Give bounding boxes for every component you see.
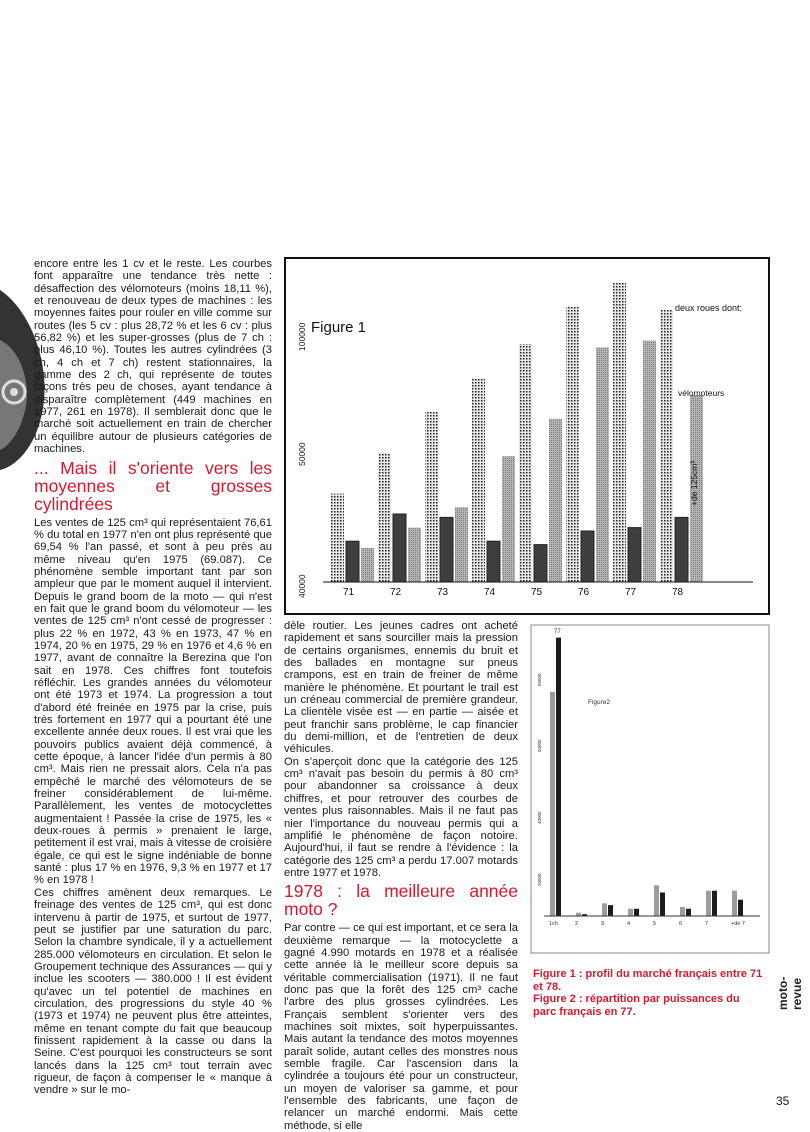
paragraph-1: Les ventes de 125 cm³ qui représentaient 76,61 % du total en 1977 n'en ont plus représenté que 69,54 % l'an passé, et sont à peu près au même niveau qu'en 1975 (69.087). Ce phénomène semble important tant par son ampleur que par le moment auquel il intervient. Depuis le grand boom de la moto — qui n'est en fait que le grand boom du vélomoteur — les ventes de 125 cm³ n'ont cessé de progresser : plus 22 % en 1972, 43 % en 1973, 47 % en 1974, 20 % en 1975, 29 % en 1976 et 4,6 % en 1977, avant de connaître la Berezina que l'on sait en 1978. Ces chiffres font toutefois réfléchir. Les grandes années du vélomoteur ont été 1973 et 1974. La progression a tout d'abord été freinée en 1975 par la crise, puis très fortement en 1977 qui a pourtant été une excellente année deux roues. Il est vrai que les pouvoirs publics avaient déjà commencé, à cette époque, à lancer l'idée d'un permis à 80 cm³. Mais rien ne pressait alors. Cela n'a pas empêché le marché des vélomoteurs de se freiner considérablement de lui-même. Parallèlement, les ventes de motocyclettes augmentaient ! Passée la crise de 1975, les « deux-roues à permis » prenaient le large, petitement il est vrai, mais à vitesse de croisière égale, ce qui est le signe indéniable de bonne santé : plus 17 % en 1976, 9,3 % en 1977 et 17 % en 1978 !: [34, 516, 272, 887]
paragraph-intro: encore entre les 1 cv et le reste. Les courbes font apparaître une tendance très nette : désaffection des vélomoteurs (moins 18,11 %), et renouveau de deux types de machines : les moyennes faites pour rouler en ville comme sur routes (les 5 cv : plus 28,72 % et les 6 cv : plus 56,82 %) et les super-grosses (plus de 7 ch : plus 46,10 %). Toutes les autres cylindrées (3 ch, 4 ch et 7 ch) restent stationnaires, la gamme des 2 ch, qui représente de toutes façons très peu de choses, ayant tendance à disparaître complètement (449 machines en 1977, 261 en 1978). Il semblerait donc que le marché soit actuellement en train de chercher un équilibre autour de plusieurs catégories de machines.: [34, 258, 272, 456]
figure-1-bar: [455, 507, 468, 582]
figure-1-x-tick-label: 74: [484, 587, 496, 598]
caption-figure-1: Figure 1 : profil du marché français entre 71 et 78.: [533, 968, 763, 993]
figure-2-x-tick-label: 4: [627, 921, 631, 927]
figure-1-bar: [393, 514, 406, 582]
figure-2-bar: [660, 893, 665, 917]
figure-1-x-tick-label: 77: [625, 587, 637, 598]
page-number: 35: [776, 1094, 790, 1108]
figure-1-bar: [408, 528, 421, 582]
figure-2-y-tick-label: 50000: [537, 739, 542, 752]
figure-2-x-tick-label: 6: [679, 921, 683, 927]
figure-2-bar: [686, 909, 691, 916]
figure-2-bar: [738, 900, 743, 916]
figure-1-bar: [581, 531, 594, 582]
figure-1-bar: [502, 456, 515, 582]
figure-1-x-tick-label: 76: [578, 587, 590, 598]
paragraph-4: On s'aperçoit donc que la catégorie des 125 cm³ n'avait pas besoin du permis à 80 cm³ pour abandonner sa croissance à deux chiffres, et pour retrouver des courbes de ventes plus raisonnables. Mais il ne faut pas nier l'importance du nouveau permis qui a amplifié le phénomène de façon notoire. Aujourd'hui, il faut se rendre à l'évidence : la catégorie des 125 cm³ a perdu 17.007 motards entre 1977 et 1978.: [284, 755, 518, 879]
figure-2-bar: [654, 885, 659, 916]
article-column-middle: [284, 620, 518, 1132]
figure-2-bar: [550, 692, 555, 916]
figure-1-bar: [440, 517, 453, 582]
figure-2-bar: [680, 907, 685, 916]
figure-2-y-tick-label: 60000: [537, 673, 542, 686]
figure-1-title: Figure 1: [311, 319, 367, 336]
paragraph-2: Ces chiffres amènent deux remarques. Le freinage des ventes de 125 cm³, qui est donc intervenu à partir de 1975, et surtout de 1977, peut se justifier par une saturation du parc. Selon la chambre syndicale, il y a actuellement 285.000 vélomoteurs en circulation. Et selon le Groupement technique des Assurances — qui y inclue les scooters — 380.000 ! Il est évident qu'avec un tel potentiel de machines en circulation, des progressions du style 40 % (1973 et 1974) ne peuvent plus être atteintes, même en tenant compte du fait que beaucoup finissent rapidement à la casse ou dans la Seine. C'est pourquoi les constructeurs se sont lancés dans la 125 cm³ tout terrain avec rigueur, de façon à compenser le « manque à vendre » sur le mo-: [34, 886, 272, 1097]
figure-1-x-tick-label: 72: [390, 587, 402, 598]
figure-1-bar: [549, 419, 562, 582]
figure-1-x-tick-label: 71: [343, 587, 355, 598]
legend-plus-de-125: +de 125cm³: [689, 460, 699, 506]
figure-2-x-tick-label: 5: [653, 921, 657, 927]
figure-1-x-tick-label: 75: [531, 587, 543, 598]
section-heading-1: ... Mais il s'oriente vers les moyennes et grosses cylindrées: [34, 457, 272, 514]
figure-1-bar: [596, 347, 609, 582]
figure-1-y-tick-label: 40000: [297, 574, 307, 598]
figure-2-bar: [602, 903, 607, 916]
figure-1-bar: [331, 494, 344, 582]
figure-1-bar: [472, 378, 485, 582]
figure-2-x-tick-label: +de 7: [731, 921, 745, 927]
magazine-name: moto-revue: [776, 976, 804, 1010]
figure-2-title: Figure2: [588, 699, 611, 706]
paragraph-5: Par contre — ce qui est important, et ce sera la deuxième remarque — la motocyclette a gagné 4.990 motards en 1978 et a réalisée cette année là le meilleur score depuis sa véritable commercialisation (1971). Il ne faut donc pas que la forêt des 125 cm³ cache l'arbre des plus grosses cylindrées. Les Français semblent s'orienter vers des machines soit mixtes, soit hyperpuissantes. Mais autant la tendance des motos moyennes paraît solide, autant celles des monstres nous semble fragile. Car l'ascension dans la cylindrée a toujours été pour un constructeur, un moyen de valoriser sa gamme, et pour l'ensemble des fabricants, une façon de relancer un marché endormi. Mais cette méthode, si elle: [284, 922, 518, 1132]
figure-1-bar: [566, 307, 579, 582]
legend-velomoteurs: vélomoteurs: [678, 388, 725, 398]
figure-1-bar: [519, 344, 532, 582]
section-heading-2: 1978 : la meilleure année moto ?: [284, 881, 518, 920]
figure-1-chart: [283, 256, 771, 616]
figure-captions: [533, 968, 765, 1018]
figure-1-bar: [643, 341, 656, 582]
figure-2-bar: [634, 909, 639, 916]
figure-1-bar: [346, 541, 359, 582]
figure-1-bar: [613, 283, 626, 582]
figure-2-bar: [556, 638, 561, 916]
figure-1-x-tick-label: 78: [672, 587, 684, 598]
article-column-left: [34, 258, 272, 1097]
figure-1-bar: [675, 517, 688, 582]
figure-2-bar: [706, 891, 711, 916]
legend-deux-roues: deux roues dont:: [675, 303, 743, 313]
figure-2-bar: [712, 891, 717, 916]
figure-1-bar: [628, 528, 641, 582]
figure-2-x-tick-label: 7: [705, 921, 709, 927]
figure-2-x-tick-label: 3: [601, 921, 605, 927]
figure-2-top-label: 77: [554, 629, 561, 635]
figure-1-y-tick-label: 50000: [297, 442, 307, 466]
figure-1-bar: [660, 310, 673, 582]
figure-2-chart: [530, 624, 770, 954]
figure-1-bar: [534, 545, 547, 582]
figure-1-bar: [361, 548, 374, 582]
figure-2-y-tick-label: 40000: [537, 811, 542, 824]
figure-2-x-tick-label: 1ch: [549, 921, 558, 927]
figure-2-bar: [608, 905, 613, 916]
figure-1-bar: [425, 412, 438, 582]
figure-1-y-tick-label: 100000: [297, 322, 307, 351]
figure-2-bar: [628, 909, 633, 916]
figure-2-y-tick-label: 20000: [537, 873, 542, 886]
figure-1-bar: [487, 541, 500, 582]
figure-1-x-tick-label: 73: [437, 587, 449, 598]
figure-2-bar: [732, 891, 737, 916]
figure-2-x-tick-label: 2: [575, 921, 579, 927]
paragraph-3: dèle routier. Les jeunes cadres ont acheté rapidement et sans sourciller mais la pression de certains organismes, ennemis du bruit et des ballades en montagne sur pneus crampons, est en train de freiner de même manière le phénomène. Et pourtant le trail est un créneau commercial de première grandeur. La clientèle visée est — en partie — aisée et peut franchir sans problème, le cap financier du demi-million, et de l'entretien de deux véhicules.: [284, 620, 518, 756]
caption-figure-2: Figure 2 : répartition par puissances du parc français en 77.: [533, 993, 740, 1018]
figure-1-bar: [378, 453, 391, 582]
